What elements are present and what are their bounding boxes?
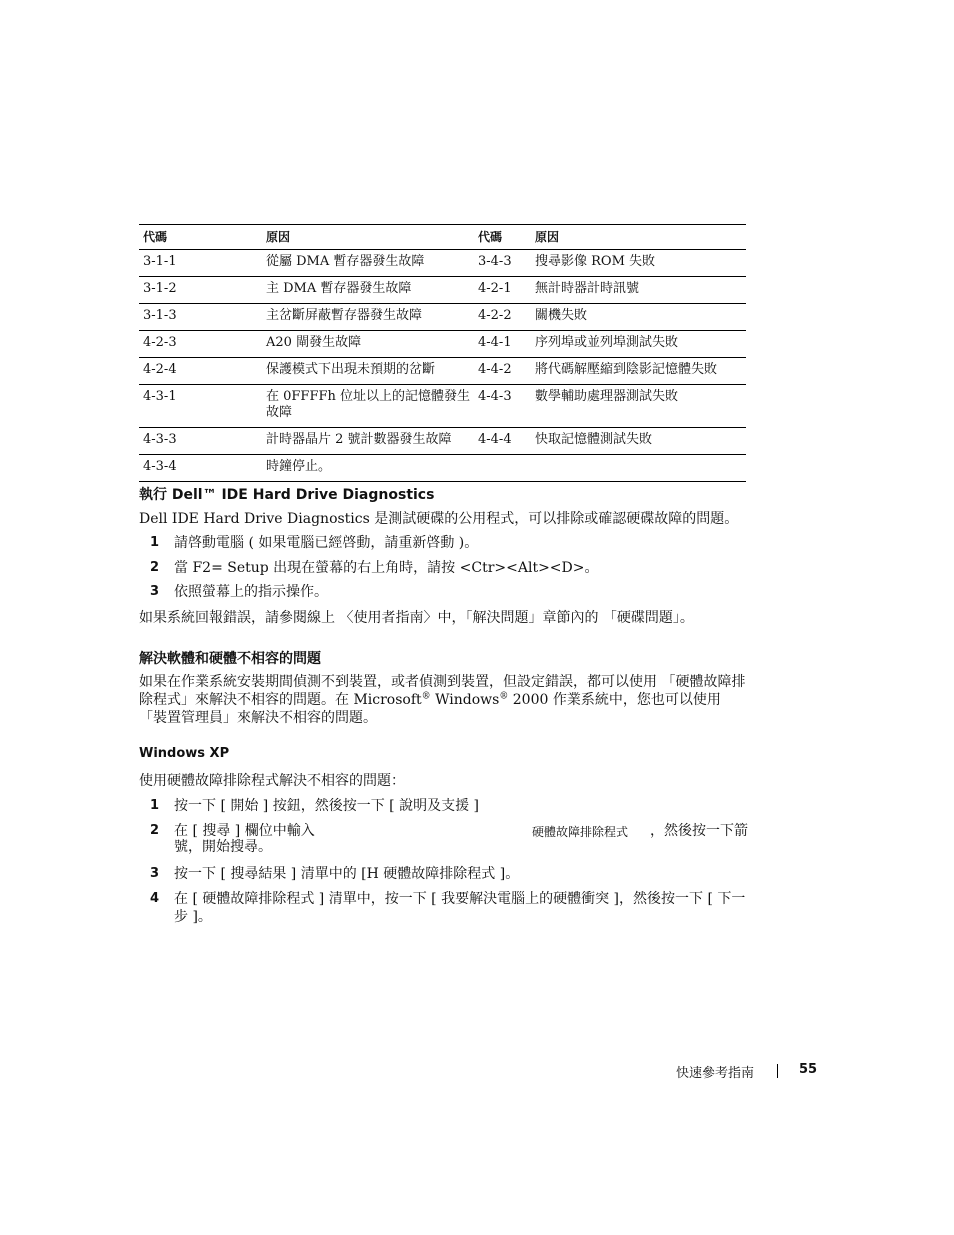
cause-cell: 無計時器計時訊號 xyxy=(531,277,746,304)
table-row xyxy=(139,358,746,385)
code-cell: 4-4-1 xyxy=(474,331,531,358)
step-text-part: 號，開始搜尋。 xyxy=(174,839,272,855)
header-cause: 原因 xyxy=(531,225,746,250)
cause-cell: 計時器晶片 2 號計數器發生故障 xyxy=(262,428,474,455)
header-code: 代碼 xyxy=(474,225,531,250)
step-number: 3 xyxy=(150,584,160,599)
header-code: 代碼 xyxy=(139,225,262,250)
code-cell: 3-1-2 xyxy=(139,277,262,304)
step-number: 3 xyxy=(150,866,160,881)
step-number: 1 xyxy=(150,535,160,550)
cause-cell: 序列埠或並列埠測試失敗 xyxy=(531,331,746,358)
incompatibility-paragraph xyxy=(139,673,751,727)
xp-step xyxy=(150,797,758,815)
step-text: 依照螢幕上的指示操作。 xyxy=(174,584,328,600)
xp-step xyxy=(150,822,758,858)
code-cell xyxy=(474,455,531,482)
code-cell: 3-4-3 xyxy=(474,250,531,277)
cause-cell: 時鐘停止。 xyxy=(262,455,474,482)
registered-mark: ® xyxy=(499,691,509,702)
diagnostics-intro: Dell IDE Hard Drive Diagnostics 是測試硬碟的公用程式，可以排除或確認硬碟故障的問題。 xyxy=(139,511,739,527)
xp-step xyxy=(150,890,758,926)
step-text: 當 F2= Setup 出現在螢幕的右上角時，請按 <Ctr><Alt><D>。 xyxy=(174,560,599,576)
step-text: 按一下 [ 開始 ] 按鈕，然後按一下 [ 說明及支援 ] xyxy=(174,798,479,814)
code-cell: 4-4-3 xyxy=(474,385,531,428)
step-number: 2 xyxy=(150,823,160,838)
cause-cell: 搜尋影像 ROM 失敗 xyxy=(531,250,746,277)
code-cell: 4-2-2 xyxy=(474,304,531,331)
table-row xyxy=(139,331,746,358)
diagnostics-step xyxy=(150,559,758,577)
cause-cell xyxy=(531,455,746,482)
table-row xyxy=(139,428,746,455)
section-heading-incompatibility: 解決軟體和硬體不相容的問題 xyxy=(139,651,321,667)
code-cell: 3-1-1 xyxy=(139,250,262,277)
table-row xyxy=(139,250,746,277)
paragraph-text: 2000 作業系統中，您也可以使用 「裝置管理員」來解決不相容的問題。 xyxy=(139,692,721,726)
code-cell: 4-3-3 xyxy=(139,428,262,455)
code-cell: 4-4-4 xyxy=(474,428,531,455)
cause-cell: 保護模式下出現未預期的岔斷 xyxy=(262,358,474,385)
code-cell: 4-3-4 xyxy=(139,455,262,482)
cause-cell: A20 閘發生故障 xyxy=(262,331,474,358)
step-number: 2 xyxy=(150,560,160,575)
table-row xyxy=(139,304,746,331)
step-text xyxy=(174,822,758,858)
registered-mark: ® xyxy=(421,691,431,702)
diagnostics-step xyxy=(150,583,758,601)
cause-cell: 在 0FFFFh 位址以上的記憶體發生故障 xyxy=(262,385,474,428)
table-row xyxy=(139,277,746,304)
windows-xp-intro: 使用硬體故障排除程式解決不相容的問題： xyxy=(139,773,405,789)
code-cell: 4-2-3 xyxy=(139,331,262,358)
beep-code-table xyxy=(139,224,746,482)
xp-step xyxy=(150,865,758,883)
cause-cell: 將代碼解壓縮到陰影記憶體失敗 xyxy=(531,358,746,385)
code-cell: 3-1-3 xyxy=(139,304,262,331)
search-term: 硬體故障排除程式 xyxy=(532,825,629,839)
footer-title: 快速參考指南 xyxy=(676,1066,755,1081)
section-heading-windows-xp: Windows XP xyxy=(139,746,230,761)
table-header-row xyxy=(139,225,746,250)
paragraph-text: Windows xyxy=(430,692,500,708)
code-cell: 4-2-1 xyxy=(474,277,531,304)
header-cause: 原因 xyxy=(262,225,474,250)
diagnostics-note: 如果系統回報錯誤，請參閱線上 〈使用者指南〉中，「解決問題」章節內的 「硬碟問題」。 xyxy=(139,610,694,626)
step-text: 按一下 [ 搜尋結果 ] 清單中的 [H 硬體故障排除程式 ]。 xyxy=(174,866,520,882)
step-number: 4 xyxy=(150,891,160,906)
code-cell: 4-4-2 xyxy=(474,358,531,385)
cause-cell: 快取記憶體測試失敗 xyxy=(531,428,746,455)
footer-separator xyxy=(777,1064,778,1078)
step-number: 1 xyxy=(150,798,160,813)
code-cell: 4-3-1 xyxy=(139,385,262,428)
step-text: 在 [ 硬體故障排除程式 ] 清單中，按一下 [ 我要解決電腦上的硬體衝突 ]，然後按一下 [ 下一步 ]。 xyxy=(174,891,746,925)
step-text-part: 在 [ 搜尋 ] 欄位中輸入 xyxy=(174,823,315,839)
cause-cell: 主岔斷屏蔽暫存器發生故障 xyxy=(262,304,474,331)
paragraph-text: 如果在作業系統安裝期間偵測不到裝置，或者偵測到裝置，但設定錯誤，都可以使用 「硬體故障排除程式」來解決不相容的問題。在 Microsoft xyxy=(139,674,746,708)
diagnostics-step xyxy=(150,534,758,552)
step-text-part: ，然後按一下箭 xyxy=(650,823,748,839)
code-cell: 4-2-4 xyxy=(139,358,262,385)
cause-cell: 數學輔助處理器測試失敗 xyxy=(531,385,746,428)
cause-cell: 主 DMA 暫存器發生故障 xyxy=(262,277,474,304)
table-row xyxy=(139,455,746,482)
page-number: 55 xyxy=(799,1062,818,1077)
cause-cell: 從屬 DMA 暫存器發生故障 xyxy=(262,250,474,277)
cause-cell: 關機失敗 xyxy=(531,304,746,331)
section-heading-diagnostics: 執行 Dell™ IDE Hard Drive Diagnostics xyxy=(139,487,435,503)
step-text: 請啓動電腦 ( 如果電腦已經啓動，請重新啓動 )。 xyxy=(174,535,479,551)
table-row xyxy=(139,385,746,428)
